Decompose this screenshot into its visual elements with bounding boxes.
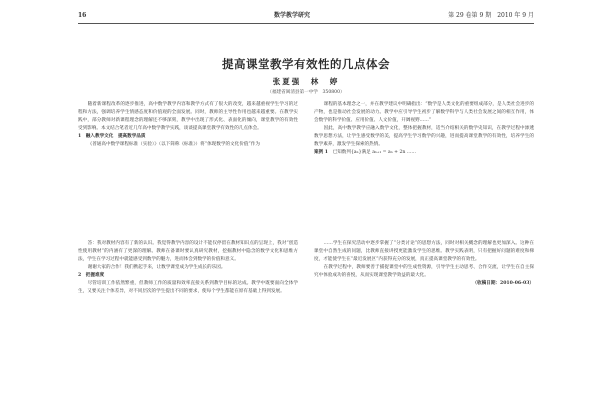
section-heading: 1 融入教学文化 提高数学品质 <box>78 134 146 139</box>
body-paragraph: ……学生在探究活动中逐步掌握了“分类讨论”的思想方法，同时对相关概念的理解也更加深入。这种在课堂中自然生成的问题，比教师直接讲授更能激发学生的思维。教学实践表明，只有把握好问题的难度和梯度，才能使学生在“最近发展区”内获得充分的发展，真正提高课堂教学的有效性。 <box>314 241 534 262</box>
column-upper-right <box>314 101 534 237</box>
running-header <box>78 10 534 22</box>
case-text: 已知数列{aₙ}满足 aₙ₊₁ = aₙ + 2n …… <box>332 150 416 155</box>
body-paragraph: 答：我对教材内容有了新的认识。我觉得教学内容的设计不能仅停留在教材知识点的呈现上，我对“创造性使用教材”的内涵有了更深的理解。教师在备课时要认真研究教材，挖掘教材中隐含的数学文化和思维方法，学生在学习过程中就能感受到数学的魅力，进而体会到数学的价值和意义。 <box>78 241 298 262</box>
section-heading: 2 把握难度 <box>78 273 105 278</box>
body-paragraph: 在教学过程中，教师要善于捕捉课堂中的生成性资源，引导学生主动思考、合作交流，让学生在自主探究中体验成功的喜悦，从而实现课堂教学效益的最大化。 <box>314 265 534 278</box>
body-paragraph: 课程的基本理念之一，并在教学建议中明确指出：“数学是人类文化的重要组成部分，是人类社会进步的产物，也是推动社会发展的动力。教学中应引导学生初步了解数学科学与人类社会发展之间的相互作用，体会数学的科学价值、应用价值、人文价值，开阔视野……” <box>314 102 534 123</box>
received-date: （收稿日期：2010-06-03） <box>472 281 534 286</box>
page-number: 16 <box>78 12 87 19</box>
article-title: 提高课堂教学有效性的几点体会 <box>222 57 390 71</box>
body-paragraph: 《普通高中数学课程标准（实验）》（以下简称《标准》）将“体现数学的文化价值”作为 <box>87 142 260 147</box>
column-lower-left <box>78 240 298 395</box>
volume-info: 第 29 卷第 9 期 2010 年 9 月 <box>448 12 534 19</box>
author-names: 张夏强 林 婷 <box>272 77 340 86</box>
case-line <box>314 149 534 157</box>
author-affiliation: （福建省闽清县第一中学 350800） <box>267 90 345 95</box>
body-paragraph: 随着新课程改革的逐步推进，高中数学教学内容和教学方式有了很大的改变，越来越重视学生学习的过程和方法，强调培养学生情感态度和价值观的全面发展。同时，教师的主导性作用也越来越重要。在教学实践中，部分教师对新课程理念的理解还不够深刻，教学中出现了形式化、表面化的倾向，课堂教学的有效性受到影响。本文结合笔者近几年高中数学教学实践，谈谈提高课堂教学有效性的几点体会。 <box>78 102 298 131</box>
journal-name: 数学教学研究 <box>274 12 311 19</box>
body-paragraph: 尽管培训工作依然繁重，但教师工作的质量和效率直接关系到教学目标的达成。教学中既要面向全体学生，又要关注个体差异，对不同层次的学生提出不同的要求，使每个学生都能在原有基础上得到发展。 <box>78 281 298 294</box>
body-paragraph: 因此，高中数学教学应融入数学文化，整体把握教材，适当介绍相关的数学史知识，在教学过程中渗透数学思想方法，让学生感受数学的美，提高学生学习数学的兴趣，进而提高课堂教学的有效性，培养学生的数学素养，激发学生探索的热情。 <box>314 126 534 147</box>
case-label: 案例 1 <box>314 150 328 155</box>
column-lower-right <box>314 240 534 395</box>
column-upper-left <box>78 101 298 237</box>
body-paragraph: 谢谢大家的合作！我们携起手来，让数学课堂成为学生成长的乐园。 <box>87 265 226 270</box>
header-rule <box>78 23 534 24</box>
